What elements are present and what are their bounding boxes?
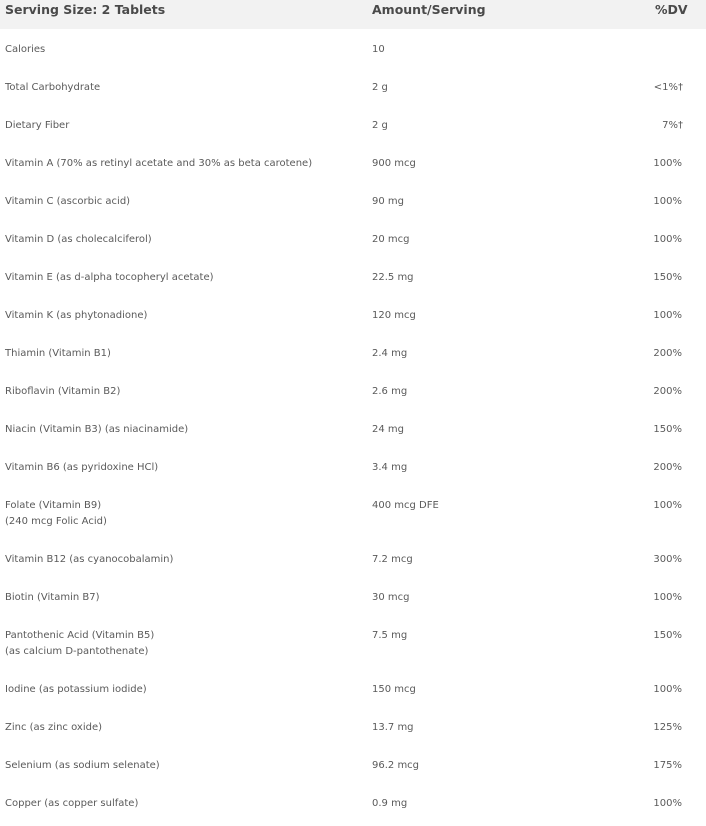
nutrient-dv: 125% — [653, 722, 682, 733]
daily-value-heading: %DV — [655, 2, 688, 17]
nutrient-name: Biotin (Vitamin B7) — [5, 592, 100, 603]
table-row — [0, 485, 706, 539]
table-row — [0, 105, 706, 143]
nutrient-name: Dietary Fiber — [5, 120, 70, 131]
nutrient-name: Copper (as copper sulfate) — [5, 798, 139, 809]
table-row — [0, 371, 706, 409]
nutrient-dv: 300% — [653, 554, 682, 565]
table-row — [0, 577, 706, 615]
nutrient-name: Thiamin (Vitamin B1) — [5, 348, 111, 359]
nutrient-dv: 100% — [653, 798, 682, 809]
nutrient-amount: 120 mcg — [372, 310, 416, 321]
table-row — [0, 295, 706, 333]
nutrient-amount: 400 mcg DFE — [372, 500, 439, 511]
nutrient-dv: 100% — [653, 234, 682, 245]
nutrient-dv: 200% — [653, 348, 682, 359]
nutrient-name: Vitamin C (ascorbic acid) — [5, 196, 131, 207]
nutrient-amount: 30 mcg — [372, 592, 410, 603]
nutrient-amount: 20 mcg — [372, 234, 410, 245]
nutrient-name: Folate (Vitamin B9) — [5, 500, 102, 511]
nutrient-name-detail: (as calcium D-pantothenate) — [5, 646, 149, 657]
nutrient-dv: 150% — [653, 424, 682, 435]
nutrient-name: Vitamin D (as cholecalciferol) — [5, 234, 152, 245]
nutrient-name: Total Carbohydrate — [5, 82, 101, 93]
nutrient-name: Riboflavin (Vitamin B2) — [5, 386, 121, 397]
serving-size-heading: Serving Size: 2 Tablets — [5, 2, 166, 17]
nutrient-amount: 24 mg — [372, 424, 404, 435]
nutrient-dv: 100% — [653, 310, 682, 321]
nutrient-name-detail: (240 mcg Folic Acid) — [5, 516, 107, 527]
nutrient-name: Zinc (as zinc oxide) — [5, 722, 103, 733]
nutrient-amount: 22.5 mg — [372, 272, 414, 283]
table-row — [0, 669, 706, 707]
table-row — [0, 257, 706, 295]
nutrient-name: Vitamin A (70% as retinyl acetate and 30% as beta carotene) — [5, 158, 313, 169]
table-row — [0, 67, 706, 105]
nutrient-dv: 200% — [653, 462, 682, 473]
nutrient-amount: 7.2 mcg — [372, 554, 413, 565]
nutrient-name: Niacin (Vitamin B3) (as niacinamide) — [5, 424, 189, 435]
nutrient-name-block — [5, 628, 154, 660]
amount-per-serving-heading: Amount/Serving — [372, 2, 486, 17]
nutrient-name: Vitamin K (as phytonadione) — [5, 310, 148, 321]
nutrient-amount: 13.7 mg — [372, 722, 414, 733]
nutrient-amount: 96.2 mcg — [372, 760, 420, 771]
nutrient-dv: 100% — [653, 158, 682, 169]
nutrient-dv: <1%† — [653, 82, 683, 93]
nutrient-dv: 100% — [653, 684, 682, 695]
nutrient-amount: 0.9 mg — [372, 798, 408, 809]
nutrient-dv: 150% — [653, 630, 682, 641]
nutrient-amount: 2 g — [372, 82, 388, 93]
table-header — [0, 0, 706, 29]
nutrient-name: Vitamin B12 (as cyanocobalamin) — [5, 554, 174, 565]
nutrient-amount: 7.5 mg — [372, 630, 408, 641]
nutrient-name-block — [5, 498, 107, 530]
table-row — [0, 783, 706, 821]
nutrient-amount: 2 g — [372, 120, 388, 131]
nutrient-name: Pantothenic Acid (Vitamin B5) — [5, 630, 155, 641]
nutrient-dv: 100% — [653, 500, 682, 511]
nutrient-amount: 90 mg — [372, 196, 404, 207]
table-row — [0, 447, 706, 485]
nutrient-amount: 10 — [372, 44, 385, 55]
nutrient-name: Iodine (as potassium iodide) — [5, 684, 147, 695]
table-row — [0, 615, 706, 669]
nutrient-dv: 200% — [653, 386, 682, 397]
nutrient-name: Selenium (as sodium selenate) — [5, 760, 160, 771]
nutrient-amount: 900 mcg — [372, 158, 416, 169]
nutrient-amount: 3.4 mg — [372, 462, 408, 473]
table-row — [0, 707, 706, 745]
nutrient-amount: 2.6 mg — [372, 386, 408, 397]
table-row — [0, 409, 706, 447]
nutrient-name: Vitamin B6 (as pyridoxine HCl) — [5, 462, 159, 473]
table-row — [0, 181, 706, 219]
nutrient-amount: 2.4 mg — [372, 348, 408, 359]
nutrient-amount: 150 mcg — [372, 684, 416, 695]
table-row — [0, 143, 706, 181]
nutrient-name: Calories — [5, 44, 46, 55]
nutrient-dv: 7%† — [662, 120, 683, 131]
table-row — [0, 29, 706, 67]
table-row — [0, 745, 706, 783]
nutrient-dv: 100% — [653, 196, 682, 207]
table-row — [0, 539, 706, 577]
nutrient-dv: 175% — [653, 760, 682, 771]
nutrient-dv: 100% — [653, 592, 682, 603]
nutrient-name: Vitamin E (as d-alpha tocopheryl acetate) — [5, 272, 214, 283]
table-row — [0, 333, 706, 371]
nutrient-dv: 150% — [653, 272, 682, 283]
table-row — [0, 219, 706, 257]
